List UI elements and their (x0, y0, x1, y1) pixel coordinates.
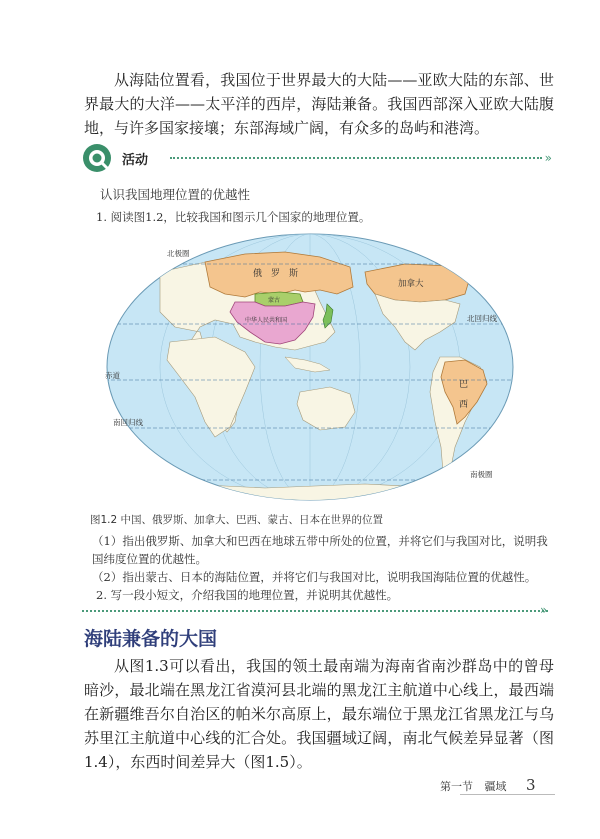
map-label-brazil-1: 巴 (459, 380, 469, 390)
activity-subtitle: 认识我国地理位置的优越性 (100, 187, 251, 202)
map-land-antarctica (105, 484, 515, 502)
map-label-brazil-2: 西 (459, 400, 469, 410)
activity-end-arrow-icon: » (540, 603, 548, 617)
map-label-equator: 赤道 (105, 371, 120, 380)
footer-rule (460, 794, 555, 795)
map-label-china: 中华人民共和国 (245, 317, 288, 324)
map-label-canada: 加拿大 (398, 279, 424, 289)
activity-question-1-1: （1）指出俄罗斯、加拿大和巴西在地球五带中所处的位置，并将它们与我国对比，说明我国纬度位置的优越性。 (92, 534, 548, 566)
activity-icon (82, 143, 112, 173)
map-label-antarctic-circle: 南极圈 (470, 470, 493, 479)
activity-question-2: 2. 写一段小短文，介绍我国的地理位置，并说明其优越性。 (96, 588, 399, 602)
activity-question-1: 1. 阅读图1.2，比较我国和图示几个国家的地理位置。 (96, 210, 371, 224)
world-map (105, 232, 515, 502)
activity-arrow-icon: » (544, 151, 552, 165)
footer-chapter-label: 疆域 (484, 780, 507, 793)
page-footer (440, 776, 544, 794)
activity-end-divider (82, 610, 548, 612)
map-label-russia: 俄 罗 斯 (253, 269, 299, 279)
page-number: 3 (526, 776, 536, 794)
activity-divider (170, 157, 542, 159)
section-body: 从图1.3可以看出，我国的领土最南端为海南省南沙群岛中的曾母暗沙，最北端在黑龙江省漠河县北端的黑龙江主航道中心线上，最西端在新疆维吾尔自治区的帕米尔高原上，最东端位于黑龙江省黑龙江与乌苏里江主航道中心线的汇合处。我国疆域辽阔，南北气候差异显著（图1.4），东西时间差异大（图1.5）。 (84, 657, 554, 771)
map-caption: 图1.2 中国、俄罗斯、加拿大、巴西、蒙古、日本在世界的位置 (90, 514, 384, 526)
map-label-tropic-capricorn: 南回归线 (113, 418, 143, 427)
map-label-mongolia: 蒙古 (268, 297, 281, 304)
intro-paragraph: 从海陆位置看，我国位于世界最大的大陆——亚欧大陆的东部、世界最大的大洋——太平洋的西岸，海陆兼备。我国西部深入亚欧大陆腹地，与许多国家接壤；东部海域广阔，有众多的岛屿和港湾。 (84, 71, 554, 137)
activity-question-1-2: （2）指出蒙古、日本的海陆位置，并将它们与我国对比，说明我国海陆位置的优越性。 (92, 570, 537, 584)
map-label-tropic-cancer: 北回归线 (467, 314, 497, 323)
section-heading: 海陆兼备的大国 (84, 628, 218, 650)
activity-title: 活动 (122, 153, 149, 168)
map-label-arctic-circle: 北极圈 (167, 249, 190, 258)
footer-section-label: 第一节 (440, 780, 473, 793)
activity-header (82, 143, 552, 173)
